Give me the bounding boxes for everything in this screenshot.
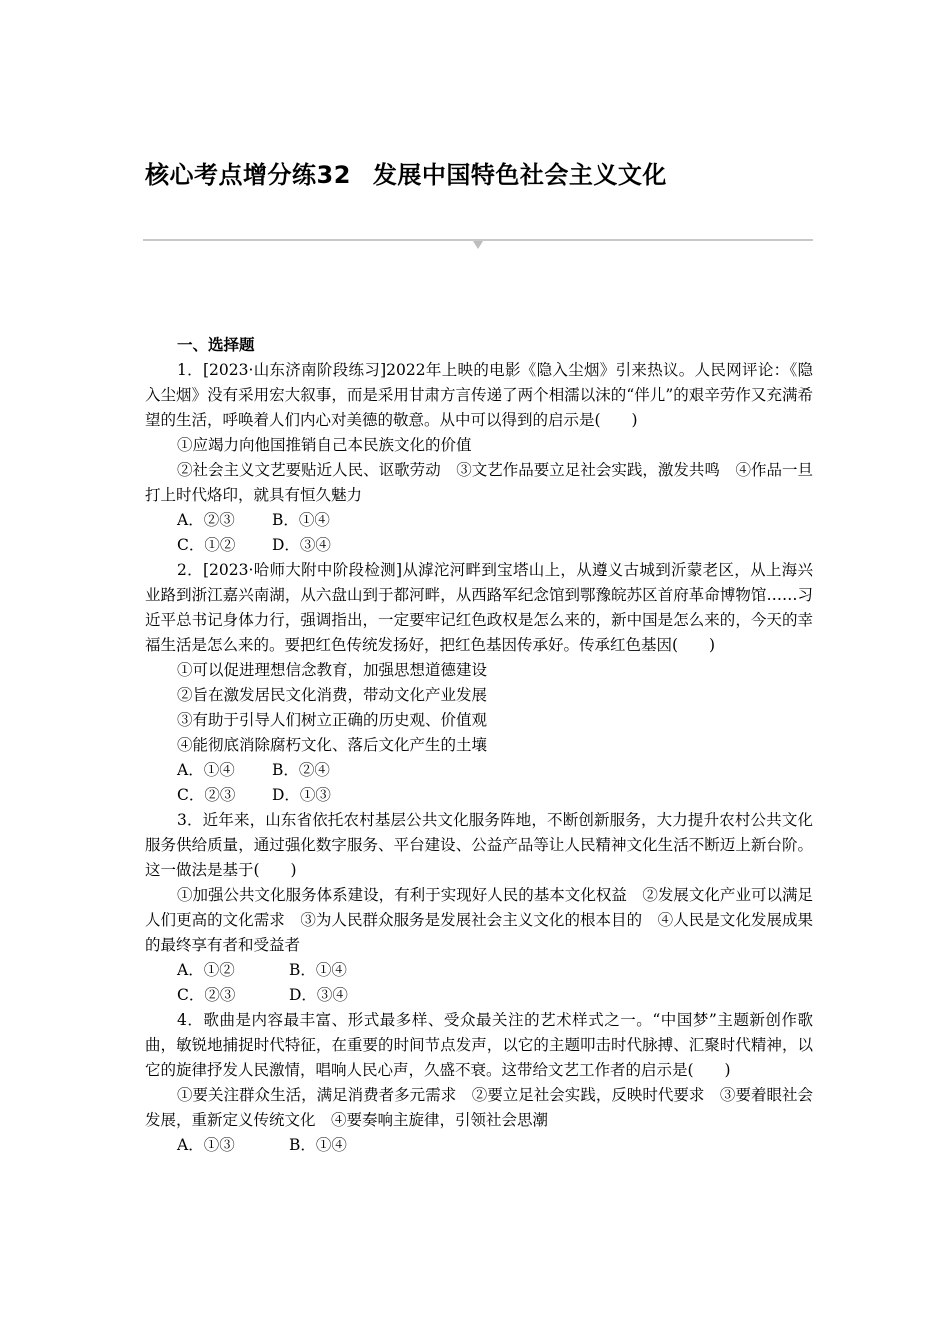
option-c[interactable]: C．②③ <box>177 786 236 804</box>
question-content <box>145 333 813 1158</box>
option-d[interactable]: D．③④ <box>272 536 331 554</box>
question-1-options-row <box>145 533 813 558</box>
section-heading: 一、选择题 <box>177 336 255 354</box>
question-2-statement: ③有助于引导人们树立正确的历史观、价值观 <box>177 711 488 729</box>
question-2-options-row <box>145 758 813 783</box>
question-3-stem: 3．近年来，山东省依托农村基层公共文化服务阵地，不断创新服务，大力提升农村公共文化服务供给质量，通过强化数字服务、平台建设、公益产品等让人民精神文化生活不断迈上新台阶。这一做法是基于( ) <box>145 811 813 879</box>
question-4-statement: ①要关注群众生活，满足消费者多元需求 ②要立足社会实践，反映时代要求 ③要着眼社会发展，重新定义传统文化 ④要奏响主旋律，引领社会思潮 <box>145 1086 813 1129</box>
question-3-statement: ①加强公共文化服务体系建设，有利于实现好人民的基本文化权益 ②发展文化产业可以满足人们更高的文化需求 ③为人民群众服务是发展社会主义文化的根本目的 ④人民是文化发展成果的最终享有者和受益者 <box>145 886 813 954</box>
question-4-stem: 4．歌曲是内容最丰富、形式最多样、受众最关注的艺术样式之一。“中国梦”主题新创作歌曲，敏锐地捕捉时代特征，在重要的时间节点发声，以它的主题叩击时代脉搏、汇聚时代精神，以它的旋律抒发人民激情，唱响人民心声，久盛不衰。这带给文艺工作者的启示是( ) <box>145 1011 813 1079</box>
option-a[interactable]: A．②③ <box>177 511 235 529</box>
page-title <box>145 155 667 190</box>
question-2-statement: ①可以促进理想信念教育，加强思想道德建设 <box>177 661 488 679</box>
option-c[interactable]: C．②③ <box>177 986 236 1004</box>
option-a[interactable]: A．①③ <box>177 1136 235 1154</box>
question-4-options-row <box>145 1133 813 1158</box>
question-2-statement: ④能彻底消除腐朽文化、落后文化产生的土壤 <box>177 736 488 754</box>
question-1-options-row <box>145 508 813 533</box>
option-b[interactable]: B．①④ <box>289 1136 347 1154</box>
question-3-options-row <box>145 983 813 1008</box>
question-1-stem: 1．[2023·山东济南阶段练习]2022年上映的电影《隐入尘烟》引来热议。人民网评论：《隐入尘烟》没有采用宏大叙事，而是采用甘肃方言传递了两个相濡以沫的“伴儿”的艰辛劳作又充满希望的生活，呼唤着人们内心对美德的敬意。从中可以得到的启示是( ) <box>145 361 813 429</box>
option-d[interactable]: D．①③ <box>272 786 331 804</box>
option-b[interactable]: B．①④ <box>289 961 347 979</box>
option-c[interactable]: C．①② <box>177 536 236 554</box>
question-3-options-row <box>145 958 813 983</box>
question-2-options-row <box>145 783 813 808</box>
question-2-stem: 2．[2023·哈师大附中阶段检测]从滹沱河畔到宝塔山上，从遵义古城到沂蒙老区，从上海兴业路到浙江嘉兴南湖，从六盘山到于都河畔，从西路军纪念馆到鄂豫皖苏区首府革命博物馆……习近平总书记身体力行，强调指出，一定要牢记红色政权是怎么来的，新中国是怎么来的，今天的幸福生活是怎么来的。要把红色传统发扬好，把红色基因传承好。传承红色基因( ) <box>145 561 813 654</box>
option-b[interactable]: B．②④ <box>272 761 330 779</box>
option-b[interactable]: B．①④ <box>272 511 330 529</box>
option-a[interactable]: A．①④ <box>177 761 235 779</box>
question-2-statement: ②旨在激发居民文化消费，带动文化产业发展 <box>177 686 488 704</box>
divider-triangle-icon <box>473 241 483 249</box>
option-d[interactable]: D．③④ <box>289 986 348 1004</box>
title-topic: 发展中国特色社会主义文化 <box>372 161 667 189</box>
option-a[interactable]: A．①② <box>177 961 235 979</box>
question-1-statement: ②社会主义文艺要贴近人民、讴歌劳动 ③文艺作品要立足社会实践，激发共鸣 ④作品一旦打上时代烙印，就具有恒久魅力 <box>145 461 813 504</box>
question-1-statement: ①应竭力向他国推销自己本民族文化的价值 <box>177 436 472 454</box>
title-code: 核心考点增分练32 <box>145 161 351 189</box>
